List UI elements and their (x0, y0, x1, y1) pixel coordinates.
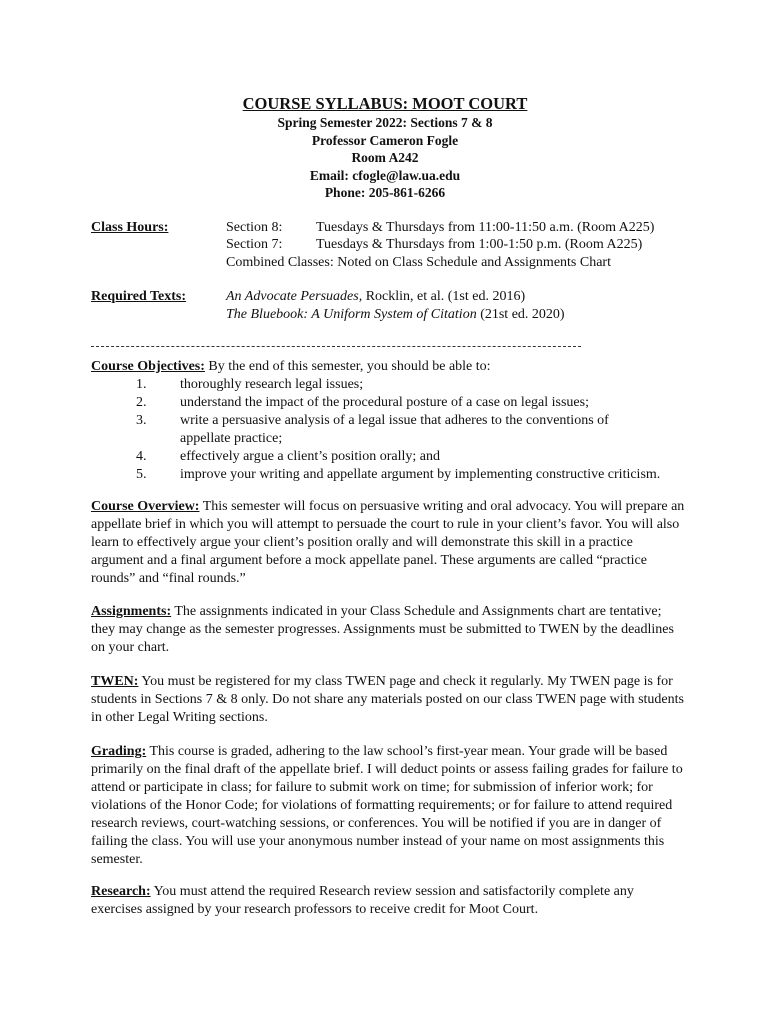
book-details: Rocklin, et al. (1st ed. 2016) (362, 289, 526, 304)
section-schedule: Tuesdays & Thursdays from 1:00-1:50 p.m. (Room A225) (316, 237, 643, 252)
room-line: Room A242 (351, 150, 419, 165)
combined-classes-note: Combined Classes: Noted on Class Schedule and Assignments Chart (226, 255, 611, 270)
section-label: Section 7: (226, 237, 283, 252)
grading-text: This course is graded, adhering to the law school’s first-year mean. Your grade will be based primarily on the final draft of the appellate brief. I will deduct points or assess failing grades for failure to attend or participate in class; for failure to submit work on time; for submission of inferior work; for violations of the Honor Code; for violations of formatting requirements; or for failure to attend required research reviews, court-watching sessions, or conferences. You will be notified if you are in danger of failing the class. You will use your anonymous number instead of your name on most assignments this semester. (91, 744, 683, 867)
overview-text: This semester will focus on persuasive writing and oral advocacy. You will prepare an appellate brief in which you will attempt to persuade the court to rule in your client’s favor. You will also learn to effectively argue your client’s position orally and will demonstrate this skill in a practice argument and a final argument before a mock appellate panel. These arguments are called “practice rounds” and “final rounds.” (91, 499, 685, 586)
objectives-intro (91, 358, 686, 376)
grading-section (91, 743, 686, 869)
objective-text: write a persuasive analysis of a legal issue that adheres to the conventions of appellate practice; (180, 413, 609, 446)
grading-label: Grading: (91, 744, 147, 759)
objective-item (91, 394, 691, 412)
objective-item (91, 412, 650, 448)
objective-item (91, 466, 691, 484)
overview-label: Course Overview: (91, 499, 200, 514)
research-text: You must attend the required Research review session and satisfactorily complete any exercises assigned by your research professors to receive credit for Moot Court. (91, 884, 634, 917)
required-text-item (226, 306, 565, 324)
semester-line: Spring Semester 2022: Sections 7 & 8 (277, 115, 493, 130)
phone-line: Phone: 205-861-6266 (324, 185, 446, 200)
email-line: Email: cfogle@law.ua.edu (309, 167, 461, 183)
section-label: Section 8: (226, 220, 283, 235)
objectives-label: Course Objectives: (91, 359, 205, 374)
required-texts-label: Required Texts: (91, 289, 187, 304)
class-hours-label: Class Hours: (91, 220, 169, 235)
professor-line: Professor Cameron Fogle (311, 132, 459, 148)
course-overview (91, 498, 686, 588)
objective-text: thoroughly research legal issues; (180, 377, 364, 392)
twen-label: TWEN: (91, 674, 139, 689)
book-details: (21st ed. 2020) (476, 307, 565, 322)
objective-number: 2. (136, 395, 147, 410)
document-header (0, 94, 770, 202)
objective-text: effectively argue a client’s position orally; and (180, 449, 440, 464)
objective-number: 4. (136, 449, 147, 464)
assignments-label: Assignments: (91, 604, 172, 619)
objective-item (91, 376, 691, 394)
assignments-section (91, 603, 686, 657)
objective-item (91, 448, 691, 466)
section-schedule: Tuesdays & Thursdays from 11:00-11:50 a.m. (Room A225) (316, 220, 655, 235)
assignments-text: The assignments indicated in your Class Schedule and Assignments chart are tentative; they may change as the semester progresses. Assignments must be submitted to TWEN by the deadlines on your chart. (91, 604, 674, 655)
objective-number: 5. (136, 467, 147, 482)
class-hours-row (226, 236, 642, 254)
objectives-list (91, 376, 691, 484)
twen-section (91, 673, 686, 727)
required-text-item (226, 288, 525, 306)
twen-text: You must be registered for my class TWEN page and check it regularly. My TWEN page is for students in Sections 7 & 8 only. Do not share any materials posted on our class TWEN page with students in other Legal Writing sections. (91, 674, 684, 725)
document-title: COURSE SYLLABUS: MOOT COURT (242, 94, 528, 113)
objective-text: improve your writing and appellate argument by implementing constructive criticism. (180, 467, 661, 482)
objective-number: 1. (136, 377, 147, 392)
objective-text: understand the impact of the procedural posture of a case on legal issues; (180, 395, 589, 410)
book-title: An Advocate Persuades, (226, 289, 363, 304)
dashed-divider (91, 346, 581, 347)
objectives-intro-text: By the end of this semester, you should be able to: (204, 359, 491, 374)
class-hours-row (226, 219, 654, 237)
research-label: Research: (91, 884, 151, 899)
research-section (91, 883, 686, 919)
objective-number: 3. (136, 413, 147, 428)
book-title: The Bluebook: A Uniform System of Citation (226, 307, 477, 322)
